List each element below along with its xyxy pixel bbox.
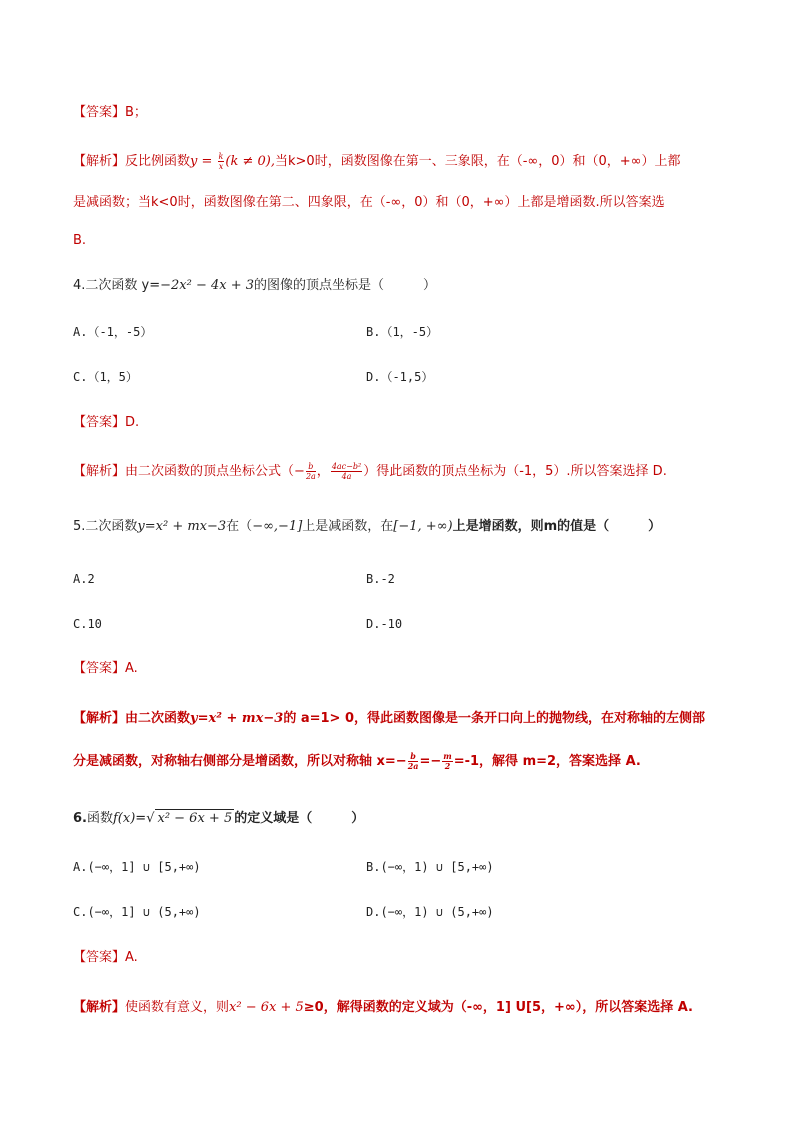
explanation-5-line2: 分是减函数，对称轴右侧部分是增函数，所以对称轴 x=− $\frac{b}{2a}$ =− $\frac{m}{2}$ =-1，解得 m=2，答案选择 A. <box>73 751 641 771</box>
answer-5 <box>73 660 138 678</box>
question-6-option-b: B.(−∞，1) ∪ [5,+∞) <box>366 860 494 874</box>
answer-text: A. <box>125 661 138 676</box>
answer-6 <box>73 949 138 967</box>
question-4-option-d: D.（-1,5） <box>366 370 434 384</box>
fraction-b-over-2a: $\frac{b}{2a}$ <box>305 462 316 481</box>
answer-label: 【答案】 <box>73 415 126 430</box>
explanation-label: 【解析】 <box>73 1000 126 1015</box>
question-6-option-a: A.(−∞，1] ∪ [5,+∞) <box>73 860 201 874</box>
answer-label: 【答案】 <box>73 950 126 965</box>
fraction-vertex-y: $\frac{\text{4ac−b²}}{4a}$ <box>331 462 362 481</box>
question-5-option-c: C.10 <box>73 617 102 631</box>
question-5-option-a: A.2 <box>73 572 95 586</box>
answer-label: 【答案】 <box>73 661 126 676</box>
answer-3 <box>73 104 147 122</box>
question-5-stem: 5.二次函数y=x² + mx−3在（−∞,−1]上是减函数，在[−1, +∞)上是增函数，则m的值是（ ） <box>73 519 662 534</box>
explanation-label: 【解析】 <box>73 464 126 479</box>
question-6-option-d: D.(−∞，1) ∪ (5,+∞) <box>366 905 494 919</box>
fraction-k-over-x: $\frac{k}{x}$ <box>218 152 224 171</box>
explanation-3-line2: 是减函数；当k<0时，函数图像在第二、四象限，在（-∞，0）和（0，+∞）上都是增函数.所以答案选 <box>73 195 665 210</box>
explanation-6: 【解析】使函数有意义，则x² − 6x + 5≥0，解得函数的定义域为（-∞，1] U[5，+∞），所以答案选择 A. <box>73 1000 693 1015</box>
question-4-stem: 4.二次函数 y=−2x² − 4x + 3的图像的顶点坐标是（ ） <box>73 278 437 293</box>
answer-text: B； <box>125 105 147 120</box>
question-4-option-a: A.（-1，-5） <box>73 325 153 339</box>
question-6-stem: 6.函数f(x)=√ x² − 6x + 5 的定义域是（ ） <box>73 811 365 826</box>
question-5-option-b: B.-2 <box>366 572 395 586</box>
explanation-5-line1: 【解析】由二次函数y=x² + mx−3的 a=1> 0，得此函数图像是一条开口向上的抛物线，在对称轴的左侧部 <box>73 711 706 726</box>
question-4-option-b: B.（1，-5） <box>366 325 439 339</box>
answer-4 <box>73 414 139 432</box>
question-5-option-d: D.-10 <box>366 617 403 631</box>
explanation-3-line1: 【解析】反比例函数y = $\frac{k}{x}$ (k ≠ 0),当k>0时，函数图像在第一、三象限，在（-∞，0）和（0，+∞）上都 <box>73 152 681 171</box>
answer-text: D. <box>125 415 140 430</box>
explanation-3-line3: B. <box>73 233 87 248</box>
sqrt-radicand: x² − 6x + 5 <box>157 811 233 826</box>
fraction-m-over-2: $\frac{m}{2}$ <box>443 751 452 771</box>
explanation-label: 【解析】 <box>73 154 126 169</box>
answer-label: 【答案】 <box>73 105 126 120</box>
explanation-4: 【解析】由二次函数的顶点坐标公式（− $\frac{b}{2a}$ ， $\frac{\text{4ac−b²}}{4a}$ ）得此函数的顶点坐标为（-1，5）.所以答案选择 D. <box>73 462 667 481</box>
question-6-option-c: C.(−∞，1] ∪ (5,+∞) <box>73 905 201 919</box>
explanation-label: 【解析】 <box>73 711 126 726</box>
answer-text: A. <box>125 950 138 965</box>
fraction-b-over-2a: $\frac{b}{2a}$ <box>407 751 419 771</box>
question-4-option-c: C.（1，5） <box>73 370 138 384</box>
